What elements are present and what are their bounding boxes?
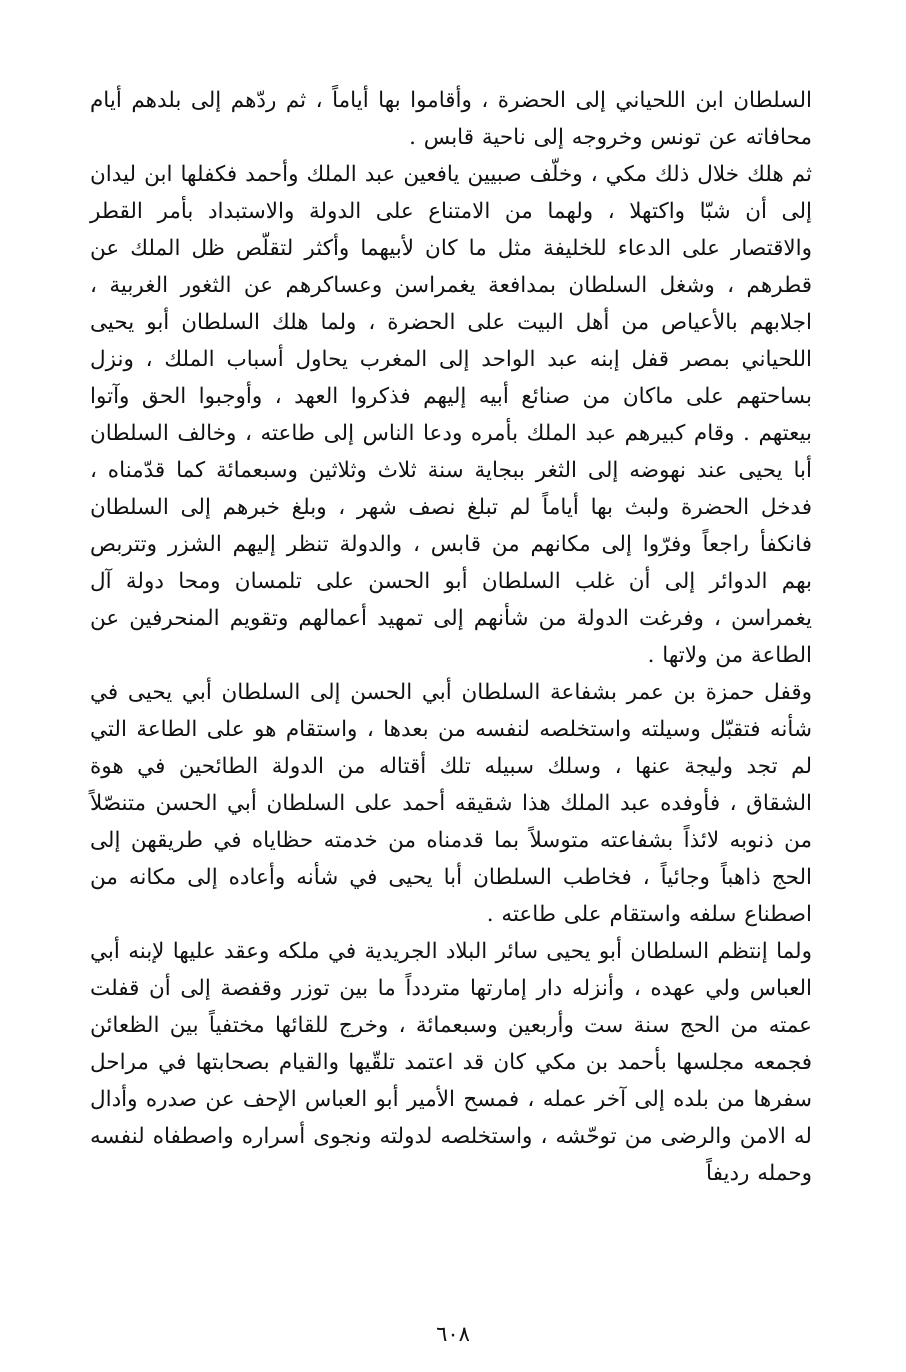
page-number: ٦٠٨ [436,1322,470,1346]
paragraph-2: ثم هلك خلال ذلك مكي ، وخلّف صبيين يافعين عبد الملك وأحمد فكفلها ابن ليدان إلى أن شبّا واكتهلا ، ولهما من الامتناع على الدولة والاستبداد بأمر القطر والاقتصار على الدعاء للخليفة مثل ما كان لأبيهما وأكثر لتقلّص ظل الملك عن قطرهم ، وشغل السلطان بمدافعة يغمراسن وعساكرهم عن الثغور الغربية ، اجلابهم بالأعياص من أهل البيت على الحضرة ، ولما هلك السلطان أبو يحيى اللحياني بمصر قفل إبنه عبد الواحد إلى المغرب يحاول أسباب الملك ، ونزل بساحتهم على ماكان من صنائع أبيه إليهم فذكروا العهد ، وأوجبوا الحق وآتوا بيعتهم . وقام كبيرهم عبد الملك بأمره ودعا الناس إلى طاعته ، وخالف السلطان أبا يحيى عند نهوضه إلى الثغر ببجاية سنة ثلاث وثلاثين وسبعمائة كما قدّمناه ، فدخل الحضرة ولبث بها أياماً لم تبلغ نصف شهر ، وبلغ خبرهم إلى السلطان فانكفأ راجعاً وفرّوا إلى مكانهم من قابس ، والدولة تنظر إليهم الشزر وتتربص بهم الدوائر إلى أن غلب السلطان أبو الحسن على تلمسان ومحا دولة آل يغمراسن ، وفرغت الدولة من شأنهم إلى تمهيد أعمالهم وتقويم المنحرفين عن الطاعة من ولاتها . [90,162,812,668]
paragraph-4: ولما إنتظم السلطان أبو يحيى سائر البلاد الجريدية في ملكه وعقد عليها لإبنه أبي العباس ولي عهده ، وأنزله دار إمارتها متردداً ما بين توزر وقفصة إلى أن قفلت عمته من الحج سنة ست وأربعين وسبعمائة ، وخرج للقائها مختفياً بين الظعائن فجمعه مجلسها بأحمد بن مكي كان قد اعتمد تلقّيها والقيام بصحابتها في مراحل سفرها من بلده إلى آخر عمله ، فمسح الأمير أبو العباس الإحف عن صدره وأدال له الامن والرضى من توحّشه ، واستخلصه لدولته ونجوى أسراره واصطفاه لنفسه وحمله رديفاً [90,939,812,1186]
paragraph-1: السلطان ابن اللحياني إلى الحضرة ، وأقاموا بها أياماً ، ثم ردّهم إلى بلدهم أيام محافاته عن تونس وخروجه إلى ناحية قابس . [90,88,812,150]
paragraph-3: وقفل حمزة بن عمر بشفاعة السلطان أبي الحسن إلى السلطان أبي يحيى في شأنه فتقبّل وسيلته واستخلصه لنفسه من بعدها ، واستقام هو على الطاعة التي لم تجد وليجة عنها ، وسلك سبيله تلك أقتاله من الدولة الطائحين في هوة الشقاق ، فأوفده عبد الملك هذا شقيقه أحمد على السلطان أبي الحسن متنصّلاً من ذنوبه لائذاً بشفاعته متوسلاً بما قدمناه من خدمته حظاياه في طريقهن إلى الحج ذاهباً وجائياً ، فخاطب السلطان أبا يحيى في شأنه وأعاده إلى مكانه من اصطناع سلفه واستقام على طاعته . [90,680,812,927]
page-body [90,82,812,1192]
